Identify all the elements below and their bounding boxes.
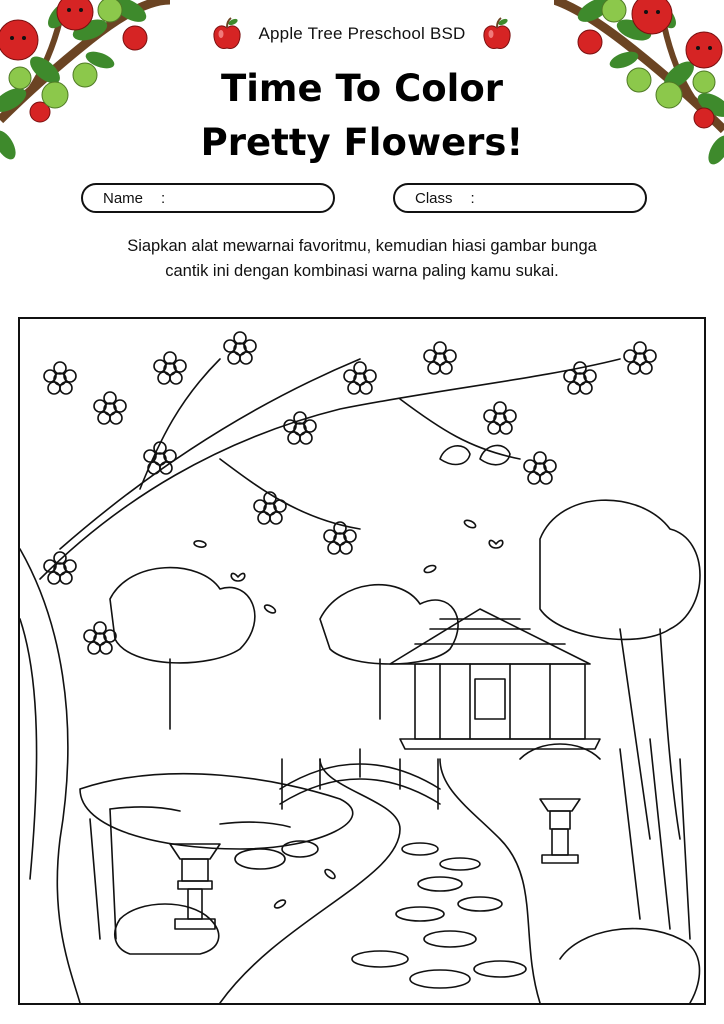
coloring-frame bbox=[18, 317, 706, 1005]
class-separator: : bbox=[470, 189, 475, 207]
name-label: Name bbox=[103, 189, 144, 207]
apple-icon bbox=[482, 17, 512, 51]
falling-petals bbox=[194, 519, 477, 910]
name-field[interactable] bbox=[81, 183, 335, 213]
cherry-blossoms bbox=[44, 332, 656, 654]
class-field[interactable] bbox=[393, 183, 647, 213]
class-label: Class bbox=[415, 189, 453, 207]
rocks-and-bushes bbox=[115, 744, 700, 1003]
butterflies bbox=[231, 540, 503, 581]
japanese-garden-coloring-illustration bbox=[20, 319, 704, 1003]
school-header bbox=[0, 14, 724, 54]
apple-icon bbox=[212, 17, 242, 51]
background-trees bbox=[110, 500, 700, 839]
instructions-line-2: cantik ini dengan kombinasi warna paling kamu sukai. bbox=[165, 262, 559, 280]
title-line-1: Time To Color bbox=[221, 67, 503, 110]
tree-trunk bbox=[20, 549, 80, 1003]
pond-outline bbox=[80, 774, 353, 849]
stepping-stones bbox=[352, 843, 526, 988]
tree-branch bbox=[40, 359, 620, 579]
instructions bbox=[60, 234, 664, 284]
school-name: Apple Tree Preschool BSD bbox=[258, 24, 466, 43]
bridge bbox=[280, 749, 440, 809]
stone-lantern-right bbox=[540, 799, 580, 863]
page-title bbox=[0, 62, 724, 170]
stone-lantern-left bbox=[170, 844, 220, 929]
birds-on-branch bbox=[440, 445, 510, 464]
name-separator: : bbox=[161, 189, 166, 207]
instructions-line-1: Siapkan alat mewarnai favoritmu, kemudian hiasi gambar bunga bbox=[127, 237, 597, 255]
bamboo bbox=[90, 739, 690, 939]
title-line-2: Pretty Flowers! bbox=[200, 121, 524, 164]
